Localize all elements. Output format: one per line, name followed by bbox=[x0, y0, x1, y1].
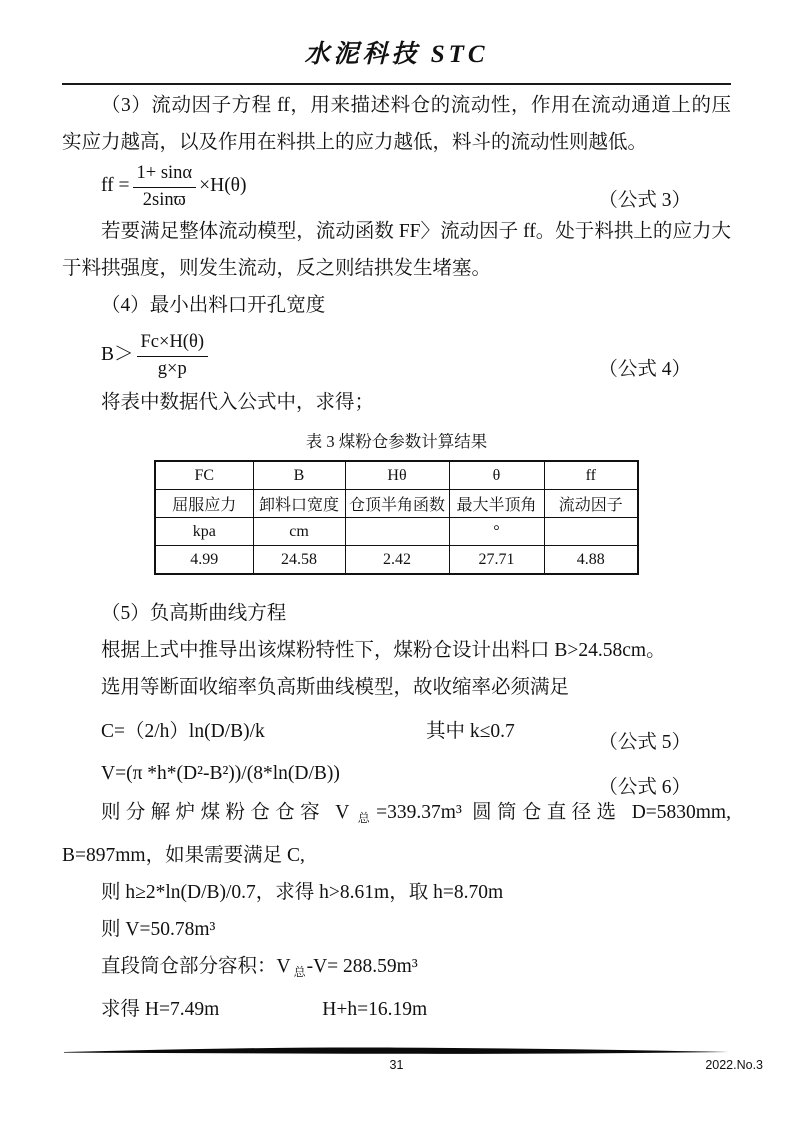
heading-section-4: （4）最小出料口开孔宽度 bbox=[101, 295, 326, 316]
formula-5-condition: 其中 k≤0.7 bbox=[426, 721, 515, 742]
paragraph-v-result: 则 V=50.78m³ bbox=[101, 919, 216, 940]
paragraph-flow-factor: （3）流动因子方程 ff，用来描述料仓的流动性，作用在流动通道上的压实应力越高，以及作用在料拱上的应力越低，料斗的流动性则越低。 bbox=[62, 95, 731, 153]
table-cell: Hθ bbox=[345, 461, 449, 490]
cylinder-volume-pre: 直段筒仓部分容积：V bbox=[101, 956, 291, 977]
footer-meta bbox=[62, 1056, 763, 1074]
formula-3-denominator: 2sinϖ bbox=[133, 187, 197, 211]
paragraph-total-volume bbox=[62, 794, 731, 874]
formula-3-fraction bbox=[133, 163, 197, 211]
formula-4-expression bbox=[101, 332, 211, 380]
formula-3-rhs: ×H(θ) bbox=[199, 175, 247, 197]
formula-5-label: （公式 5） bbox=[598, 732, 691, 753]
table-cell: 最大半顶角 bbox=[449, 490, 544, 518]
total-volume-subscript: 总 bbox=[352, 811, 376, 825]
journal-header bbox=[62, 40, 731, 85]
formula-3-label: （公式 3） bbox=[598, 190, 691, 211]
table-cell: 卸料口宽度 bbox=[253, 490, 345, 518]
table-cell bbox=[345, 518, 449, 546]
cylinder-volume-subscript: 总 bbox=[293, 965, 306, 979]
table-cell bbox=[544, 518, 638, 546]
table-cell: 4.99 bbox=[155, 546, 253, 575]
formula-3-numerator: 1+ sinα bbox=[136, 163, 193, 184]
table-row-units bbox=[155, 518, 638, 546]
table-row-values bbox=[155, 546, 638, 575]
table-caption: 表 3 煤粉仓参数计算结果 bbox=[305, 432, 488, 451]
total-volume-post: =339.37m³ 圆筒仓直径选 D=5830mm, B=897mm，如果需要满足 C, bbox=[62, 802, 731, 866]
footer-rule-stroke bbox=[62, 1046, 731, 1056]
paragraph-h-calc: 则 h≥2*ln(D/B)/0.7，求得 h>8.61m，取 h=8.70m bbox=[101, 882, 504, 903]
page-number: 31 bbox=[389, 1058, 404, 1072]
table-cell: 流动因子 bbox=[544, 490, 638, 518]
table-cell: ff bbox=[544, 461, 638, 490]
heading-section-5: （5）负高斯曲线方程 bbox=[101, 603, 287, 624]
formula-4-denominator: g×p bbox=[137, 356, 208, 380]
table-cell: θ bbox=[449, 461, 544, 490]
formula-3-expression bbox=[101, 163, 247, 211]
table-cell: ° bbox=[449, 518, 544, 546]
table-row-names bbox=[155, 490, 638, 518]
cylinder-volume-post: -V= 288.59m³ bbox=[306, 956, 418, 977]
table-cell: FC bbox=[155, 461, 253, 490]
formula-4 bbox=[62, 328, 731, 384]
formula-6 bbox=[62, 754, 731, 798]
total-volume-pre: 则分解炉煤粉仓仓容 V bbox=[101, 802, 350, 823]
paragraph-table-intro: 将表中数据代入公式中，求得； bbox=[101, 392, 375, 413]
journal-title: 水泥科技 STC bbox=[304, 41, 489, 68]
formula-4-numerator: Fc×H(θ) bbox=[140, 332, 204, 353]
formula-5 bbox=[62, 712, 731, 753]
paragraph-cylinder-volume bbox=[62, 948, 731, 991]
formula-3-lhs: ff = bbox=[101, 175, 130, 197]
table-cell: 24.58 bbox=[253, 546, 345, 575]
paragraph-outlet: 根据上式中推导出该煤粉特性下，煤粉仓设计出料口 B>24.58cm。 bbox=[101, 640, 666, 661]
formula-3 bbox=[62, 161, 731, 213]
table-cell: 4.88 bbox=[544, 546, 638, 575]
height-result-left: 求得 H=7.49m bbox=[101, 999, 220, 1020]
table-cell: kpa bbox=[155, 518, 253, 546]
paragraph-model: 选用等断面收缩率负高斯曲线模型，故收缩率必须满足 bbox=[101, 677, 570, 698]
formula-4-lhs: B＞ bbox=[101, 344, 134, 366]
table-cell: 仓顶半角函数 bbox=[345, 490, 449, 518]
table-cell: 屈服应力 bbox=[155, 490, 253, 518]
table-cell: 2.42 bbox=[345, 546, 449, 575]
formula-4-label: （公式 4） bbox=[598, 359, 691, 380]
paragraph-mass-flow: 若要满足整体流动模型，流动函数 FF〉流动因子 ff。处于料拱上的应力大于料拱强度，则发生流动，反之则结拱发生堵塞。 bbox=[62, 221, 731, 279]
table-cell: cm bbox=[253, 518, 345, 546]
formula-6-label: （公式 6） bbox=[598, 777, 691, 798]
page-footer bbox=[62, 1046, 763, 1074]
formula-4-fraction bbox=[137, 332, 208, 380]
issue-label: 2022.No.3 bbox=[705, 1058, 763, 1072]
table-cell: 27.71 bbox=[449, 546, 544, 575]
formula-6-expression: V=(π *h*(D²-B²))/(8*ln(D/B)) bbox=[101, 763, 340, 784]
table-cell: B bbox=[253, 461, 345, 490]
paragraph-height-results bbox=[62, 991, 731, 1028]
table-row-symbols bbox=[155, 461, 638, 490]
formula-5-expression: C=（2/h）ln(D/B)/k bbox=[101, 721, 265, 742]
parameters-table bbox=[154, 460, 639, 575]
height-result-right: H+h=16.19m bbox=[322, 999, 428, 1020]
